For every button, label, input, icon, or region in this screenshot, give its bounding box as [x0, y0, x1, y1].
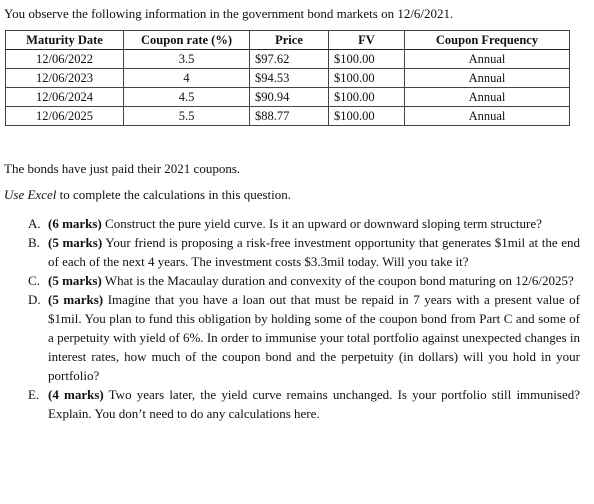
intro-text: You observe the following information in the government bond markets on 12/6/2021.	[4, 6, 454, 21]
bond-table	[5, 30, 570, 126]
question-marks: (5 marks)	[48, 292, 104, 307]
question-letter: E.	[28, 387, 40, 402]
question-e	[0, 385, 580, 423]
cell-fv: $100.00	[329, 88, 405, 107]
table-row	[6, 107, 570, 126]
question-letter: D.	[28, 292, 41, 307]
cell-fv: $100.00	[329, 107, 405, 126]
header-price: Price	[250, 31, 329, 50]
question-marks: (4 marks)	[48, 387, 104, 402]
cell-maturity-date: 12/06/2025	[6, 107, 124, 126]
cell-fv: $100.00	[329, 69, 405, 88]
header-maturity-date: Maturity Date	[6, 31, 124, 50]
cell-coupon-frequency: Annual	[405, 88, 570, 107]
question-letter: B.	[28, 235, 40, 250]
question-text: Imagine that you have a loan out that must be repaid in 7 years with a present value of $1mil. You plan to fund this obligation by holding some of the coupon bond from Part C and some of a perpetuity with yield of 6%. In order to immunise your total portfolio against unexpected changes in interest rates, how much of the coupon bond and the perpetuity (in dollars) will you hold in your portfolio?	[48, 292, 581, 383]
cell-coupon-rate: 4.5	[124, 88, 250, 107]
question-c	[0, 271, 580, 290]
cell-price: $97.62	[250, 50, 329, 69]
table-row	[6, 50, 570, 69]
table-row	[6, 69, 570, 88]
question-marks: (5 marks)	[48, 273, 102, 288]
question-text: Construct the pure yield curve. Is it an upward or downward sloping term structure?	[101, 216, 542, 231]
header-coupon-frequency: Coupon Frequency	[405, 31, 570, 50]
question-letter: A.	[28, 216, 41, 231]
question-marks: (5 marks)	[48, 235, 103, 250]
cell-price: $90.94	[250, 88, 329, 107]
question-text: Your friend is proposing a risk-free investment opportunity that generates $1mil at the end of each of the next 4 years. The investment costs $3.3mil today. Will you take it?	[48, 235, 580, 269]
question-text: Two years later, the yield curve remains unchanged. Is your portfolio still immunised? Explain. You don’t need to do any calculations here.	[48, 387, 580, 421]
cell-maturity-date: 12/06/2022	[6, 50, 124, 69]
cell-price: $94.53	[250, 69, 329, 88]
question-d	[0, 290, 580, 385]
cell-maturity-date: 12/06/2024	[6, 88, 124, 107]
cell-fv: $100.00	[329, 50, 405, 69]
table-row	[6, 88, 570, 107]
cell-coupon-rate: 4	[124, 69, 250, 88]
coupon-note: The bonds have just paid their 2021 coupons.	[4, 161, 241, 176]
question-list	[0, 214, 580, 423]
header-coupon-rate: Coupon rate (%)	[124, 31, 250, 50]
cell-coupon-rate: 3.5	[124, 50, 250, 69]
cell-price: $88.77	[250, 107, 329, 126]
excel-emphasis: Use Excel	[4, 187, 57, 202]
cell-coupon-frequency: Annual	[405, 69, 570, 88]
question-text: What is the Macaulay duration and convexity of the coupon bond maturing on 12/6/2025?	[101, 273, 574, 288]
header-fv: FV	[329, 31, 405, 50]
excel-note	[4, 185, 291, 204]
table-header-row	[6, 31, 570, 50]
cell-coupon-frequency: Annual	[405, 50, 570, 69]
question-letter: C.	[28, 273, 40, 288]
question-b	[0, 233, 580, 271]
question-marks: (6 marks)	[48, 216, 102, 231]
cell-maturity-date: 12/06/2023	[6, 69, 124, 88]
question-a	[0, 214, 580, 233]
cell-coupon-frequency: Annual	[405, 107, 570, 126]
cell-coupon-rate: 5.5	[124, 107, 250, 126]
excel-note-rest: to complete the calculations in this question.	[56, 187, 292, 202]
